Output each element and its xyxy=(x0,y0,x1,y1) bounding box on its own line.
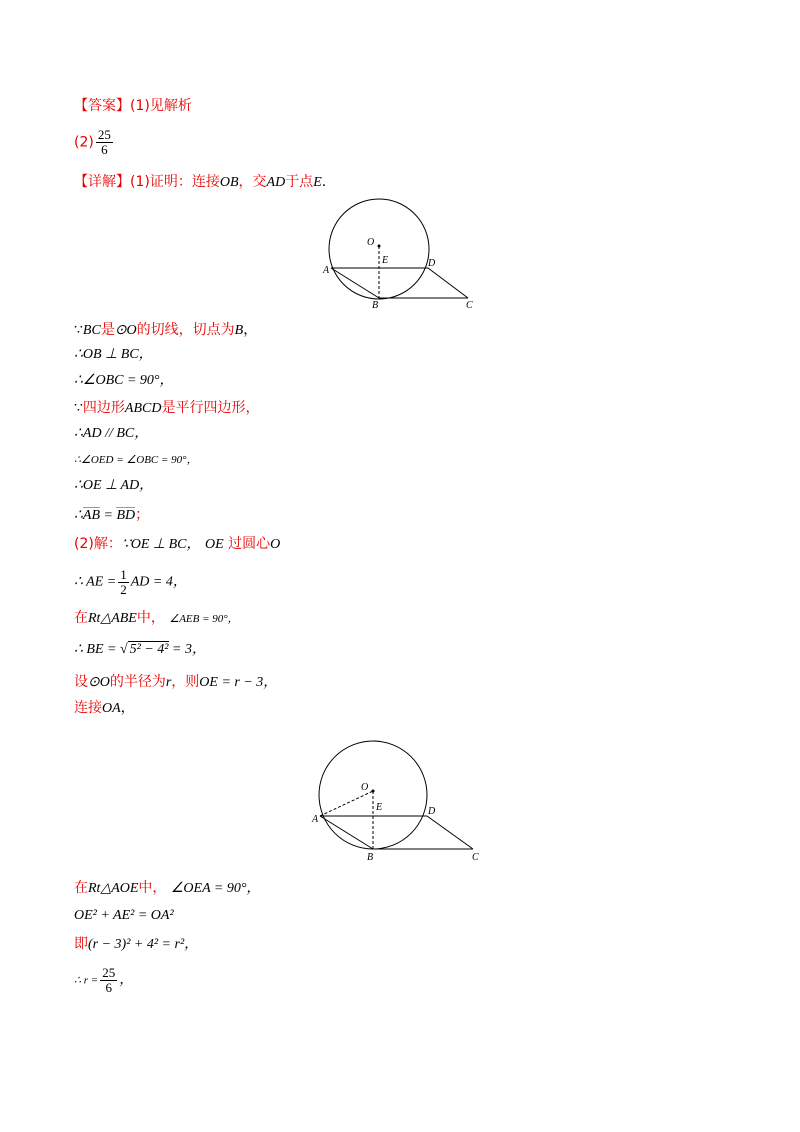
proof1-point-b: B xyxy=(234,323,244,338)
proof2-o: O xyxy=(270,537,281,552)
proof2-line6 xyxy=(74,698,135,719)
answer-fraction xyxy=(96,128,113,157)
proof2-r-fraction xyxy=(100,966,117,995)
proof2-line5 xyxy=(74,672,277,693)
proof1-line1 xyxy=(74,320,257,341)
proof2-comma: ， xyxy=(120,700,135,716)
proof2-be-val: = 3， xyxy=(172,642,206,657)
proof2-text-f: ，则 xyxy=(171,674,200,690)
proof2-r: r xyxy=(165,675,172,690)
figure2-segment-ab xyxy=(320,816,373,849)
detail-intro-text: (1)证明：连接 xyxy=(130,174,220,190)
proof1-semicolon: ； xyxy=(135,508,150,523)
figure1-label-e: E xyxy=(382,255,389,266)
answer-part2 xyxy=(74,128,115,157)
proof1-line2: ∴OB ⊥ BC， xyxy=(74,347,153,362)
proof1-circle-o: ⊙O xyxy=(114,323,137,338)
figure1-label-b: B xyxy=(372,300,379,311)
detail-intro-ad: AD xyxy=(266,175,286,190)
proof1-arc-bd: BD xyxy=(116,508,136,523)
answer-part1: (1)见解析 xyxy=(130,98,192,114)
proof2-line1 xyxy=(74,534,280,555)
proof2-half-num: 1 xyxy=(120,567,127,582)
geometry-figure-1 xyxy=(318,198,488,312)
figure1-label-a: A xyxy=(323,265,330,276)
figure2-segment-dc xyxy=(427,816,473,849)
proof1-line3: ∴∠OBC = 90°， xyxy=(74,373,174,388)
figure1-segment-dc xyxy=(428,268,468,298)
proof1-arc-ab: AB xyxy=(82,508,101,523)
proof2-line7 xyxy=(74,878,260,899)
figure1-label-o: O xyxy=(367,237,375,248)
figure2-label-o: O xyxy=(361,782,369,793)
proof2-text-j: 即 xyxy=(74,936,88,952)
figure2-segment-oa xyxy=(320,791,373,816)
proof2-r-num: 25 xyxy=(102,965,116,980)
detail-intro xyxy=(74,172,326,193)
geometry-figure-2 xyxy=(310,734,490,864)
proof1-bc: BC xyxy=(82,323,101,338)
proof2-be-eq: ∴ BE = xyxy=(74,642,117,657)
proof2-r-eq: ∴ r = xyxy=(74,974,99,987)
proof1-abcd: ABCD xyxy=(124,401,162,416)
answer-fraction-num: 25 xyxy=(97,127,111,142)
proof1-text-d: 是平行四边形， xyxy=(161,400,260,416)
proof2-text-g: 连接 xyxy=(74,700,102,716)
proof2-line4: ∴ BE = √ 5² − 4² = 3， xyxy=(74,642,206,657)
proof2-sqrt: 5² − 4² xyxy=(129,642,169,657)
proof1-because2: ∵ xyxy=(74,400,83,416)
figure2-label-d: D xyxy=(428,806,436,817)
proof2-circle-o: ⊙O xyxy=(88,675,110,690)
proof1-because: ∵ xyxy=(74,322,83,338)
proof2-text-d: 设 xyxy=(74,674,88,690)
figure2-center-dot xyxy=(372,790,375,793)
figure1-label-c: C xyxy=(466,300,473,311)
figure1-label-d: D xyxy=(428,258,436,269)
proof2-text-a: 过圆心 xyxy=(228,536,271,552)
detail-intro-ob: OB xyxy=(219,175,239,190)
proof2-line8: OE² + AE² = OA² xyxy=(74,908,174,923)
proof2-oe-perp: ∵OE ⊥ BC， xyxy=(121,537,201,552)
proof2-half-den: 2 xyxy=(120,582,127,597)
figure2-label-c: C xyxy=(472,852,479,863)
proof1-text-c: 四边形 xyxy=(82,400,125,416)
proof2-equation: (r − 3)² + 4² = r²， xyxy=(88,937,199,952)
proof2-text-i: 中， xyxy=(138,880,167,896)
proof2-line9 xyxy=(74,934,198,955)
proof1-line7: ∴OE ⊥ AD， xyxy=(74,478,154,493)
proof2-r-den: 6 xyxy=(105,980,112,995)
proof1-line4 xyxy=(74,398,259,419)
proof2-text-b: 在 xyxy=(74,610,88,626)
proof2-text-e: 的半径为 xyxy=(109,674,166,690)
proof2-oe-eq: OE = r − 3， xyxy=(199,675,278,690)
proof2-line3 xyxy=(74,608,239,629)
proof1-text-a: 是 xyxy=(100,322,115,338)
figure2-label-b: B xyxy=(367,852,374,863)
answer-line xyxy=(74,96,192,116)
answer-part2-prefix: (2) xyxy=(74,134,94,151)
detail-intro-e: E xyxy=(313,175,322,190)
answer-label: 【答案】 xyxy=(74,98,130,114)
detail-intro-text2: ，交 xyxy=(238,174,267,190)
proof1-line6: ∴∠OED = ∠OBC = 90°， xyxy=(74,454,198,466)
proof2-oa: OA xyxy=(102,701,121,716)
proof1-line8 xyxy=(74,506,149,526)
proof2-label: (2)解： xyxy=(74,536,122,552)
proof2-line10 xyxy=(74,966,133,995)
proof2-angle-aeb: ∠AEB = 90°， xyxy=(169,613,239,625)
proof2-ad-eq: AD = 4， xyxy=(130,574,187,590)
proof2-rt-aoe: Rt△AOE xyxy=(88,881,139,896)
proof2-ae-eq: ∴ AE = xyxy=(74,574,117,590)
proof1-equals: = xyxy=(100,508,117,523)
answer-fraction-den: 6 xyxy=(101,142,108,157)
proof1-text-b: 的切线，切点为 xyxy=(136,322,235,338)
detail-intro-period: . xyxy=(321,174,327,190)
proof2-final-comma: ， xyxy=(119,972,134,988)
figure2-label-a: A xyxy=(312,814,319,825)
proof2-angle-oea: ∠OEA = 90°， xyxy=(170,881,261,896)
proof2-half xyxy=(118,568,129,597)
proof2-line2 xyxy=(74,568,187,597)
proof2-rt-abe: Rt△ABE xyxy=(88,611,137,626)
proof1-line5: ∴AD // BC， xyxy=(74,426,149,441)
figure2-label-e: E xyxy=(376,802,383,813)
proof1-therefore: ∴ xyxy=(74,508,83,523)
proof2-text-c: 中， xyxy=(136,610,165,626)
detail-label: 【详解】 xyxy=(74,174,130,190)
proof2-text-h: 在 xyxy=(74,880,88,896)
detail-intro-text3: 于点 xyxy=(285,174,314,190)
proof2-oe: OE xyxy=(204,537,224,552)
proof1-comma: ， xyxy=(243,322,258,338)
figure1-segment-ab xyxy=(331,268,379,298)
figure1-center-dot xyxy=(378,245,381,248)
